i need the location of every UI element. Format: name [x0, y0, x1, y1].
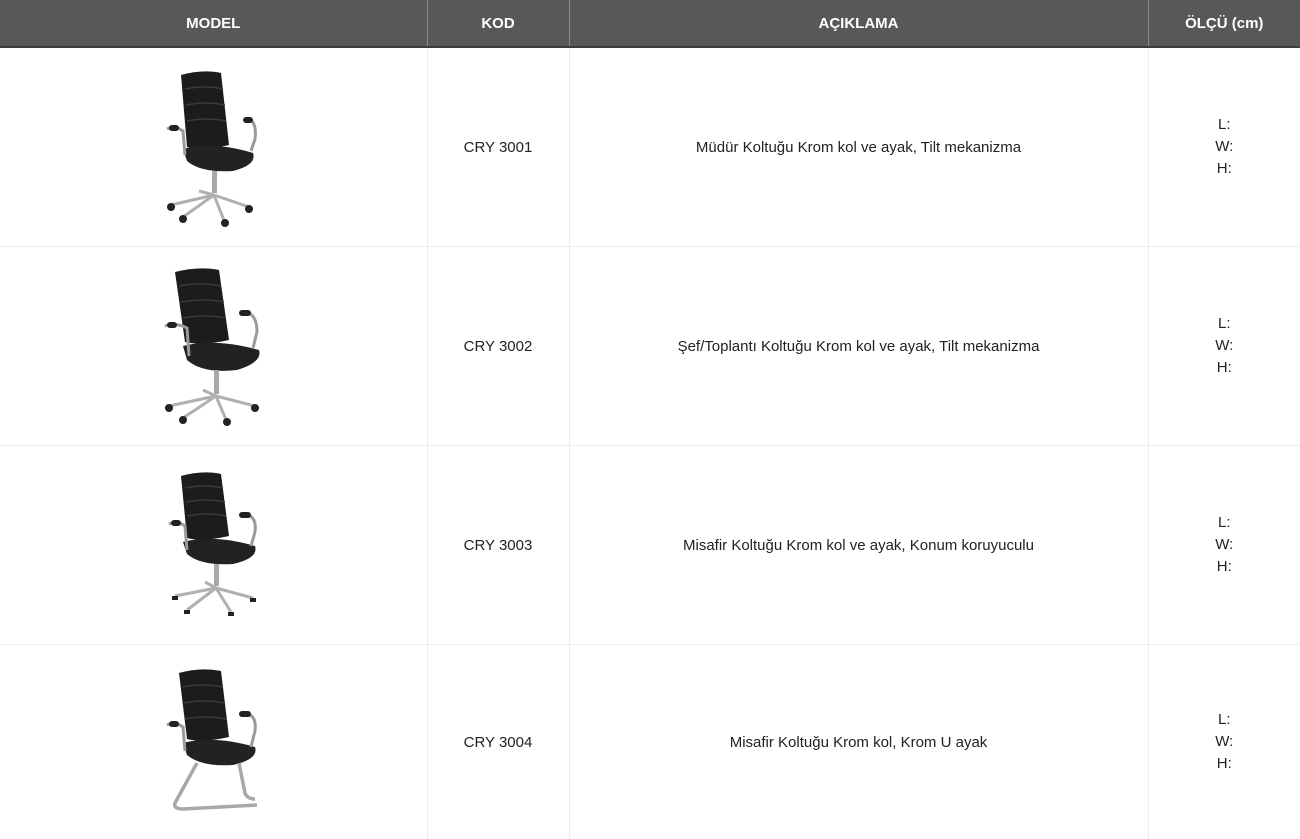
chair-image [153, 266, 273, 426]
header-row [0, 0, 1300, 47]
chair-image [153, 67, 273, 227]
size-width: W: [1215, 335, 1233, 357]
model-image-cell [0, 446, 427, 645]
description-cell: Müdür Koltuğu Krom kol ve ayak, Tilt mekanizma [569, 47, 1148, 247]
size-width: W: [1215, 534, 1233, 556]
table-row [0, 645, 1300, 839]
table-row [0, 247, 1300, 446]
chair-image [153, 470, 273, 620]
kod-cell: CRY 3004 [427, 645, 569, 839]
size-width: W: [1215, 136, 1233, 158]
header-model: MODEL [0, 0, 427, 47]
size-height: H: [1217, 158, 1232, 180]
model-image-cell [0, 645, 427, 839]
size-height: H: [1217, 556, 1232, 578]
chair-image [153, 667, 273, 817]
table-row [0, 47, 1300, 247]
model-image-cell [0, 47, 427, 247]
table-header [0, 0, 1300, 47]
size-length: L: [1218, 114, 1231, 136]
description-cell: Misafir Koltuğu Krom kol ve ayak, Konum koruyuculu [569, 446, 1148, 645]
size-length: L: [1218, 709, 1231, 731]
header-aciklama: AÇIKLAMA [569, 0, 1148, 47]
size-cell [1148, 47, 1300, 247]
kod-cell: CRY 3002 [427, 247, 569, 446]
size-height: H: [1217, 357, 1232, 379]
size-cell [1148, 446, 1300, 645]
size-length: L: [1218, 313, 1231, 335]
model-image-cell [0, 247, 427, 446]
size-length: L: [1218, 512, 1231, 534]
size-cell [1148, 645, 1300, 839]
kod-cell: CRY 3003 [427, 446, 569, 645]
size-cell [1148, 247, 1300, 446]
table-row [0, 446, 1300, 645]
description-cell: Şef/Toplantı Koltuğu Krom kol ve ayak, Tilt mekanizma [569, 247, 1148, 446]
kod-cell: CRY 3001 [427, 47, 569, 247]
size-width: W: [1215, 731, 1233, 753]
header-olcu: ÖLÇÜ (cm) [1148, 0, 1300, 47]
description-cell: Misafir Koltuğu Krom kol, Krom U ayak [569, 645, 1148, 839]
header-kod: KOD [427, 0, 569, 47]
size-height: H: [1217, 753, 1232, 775]
